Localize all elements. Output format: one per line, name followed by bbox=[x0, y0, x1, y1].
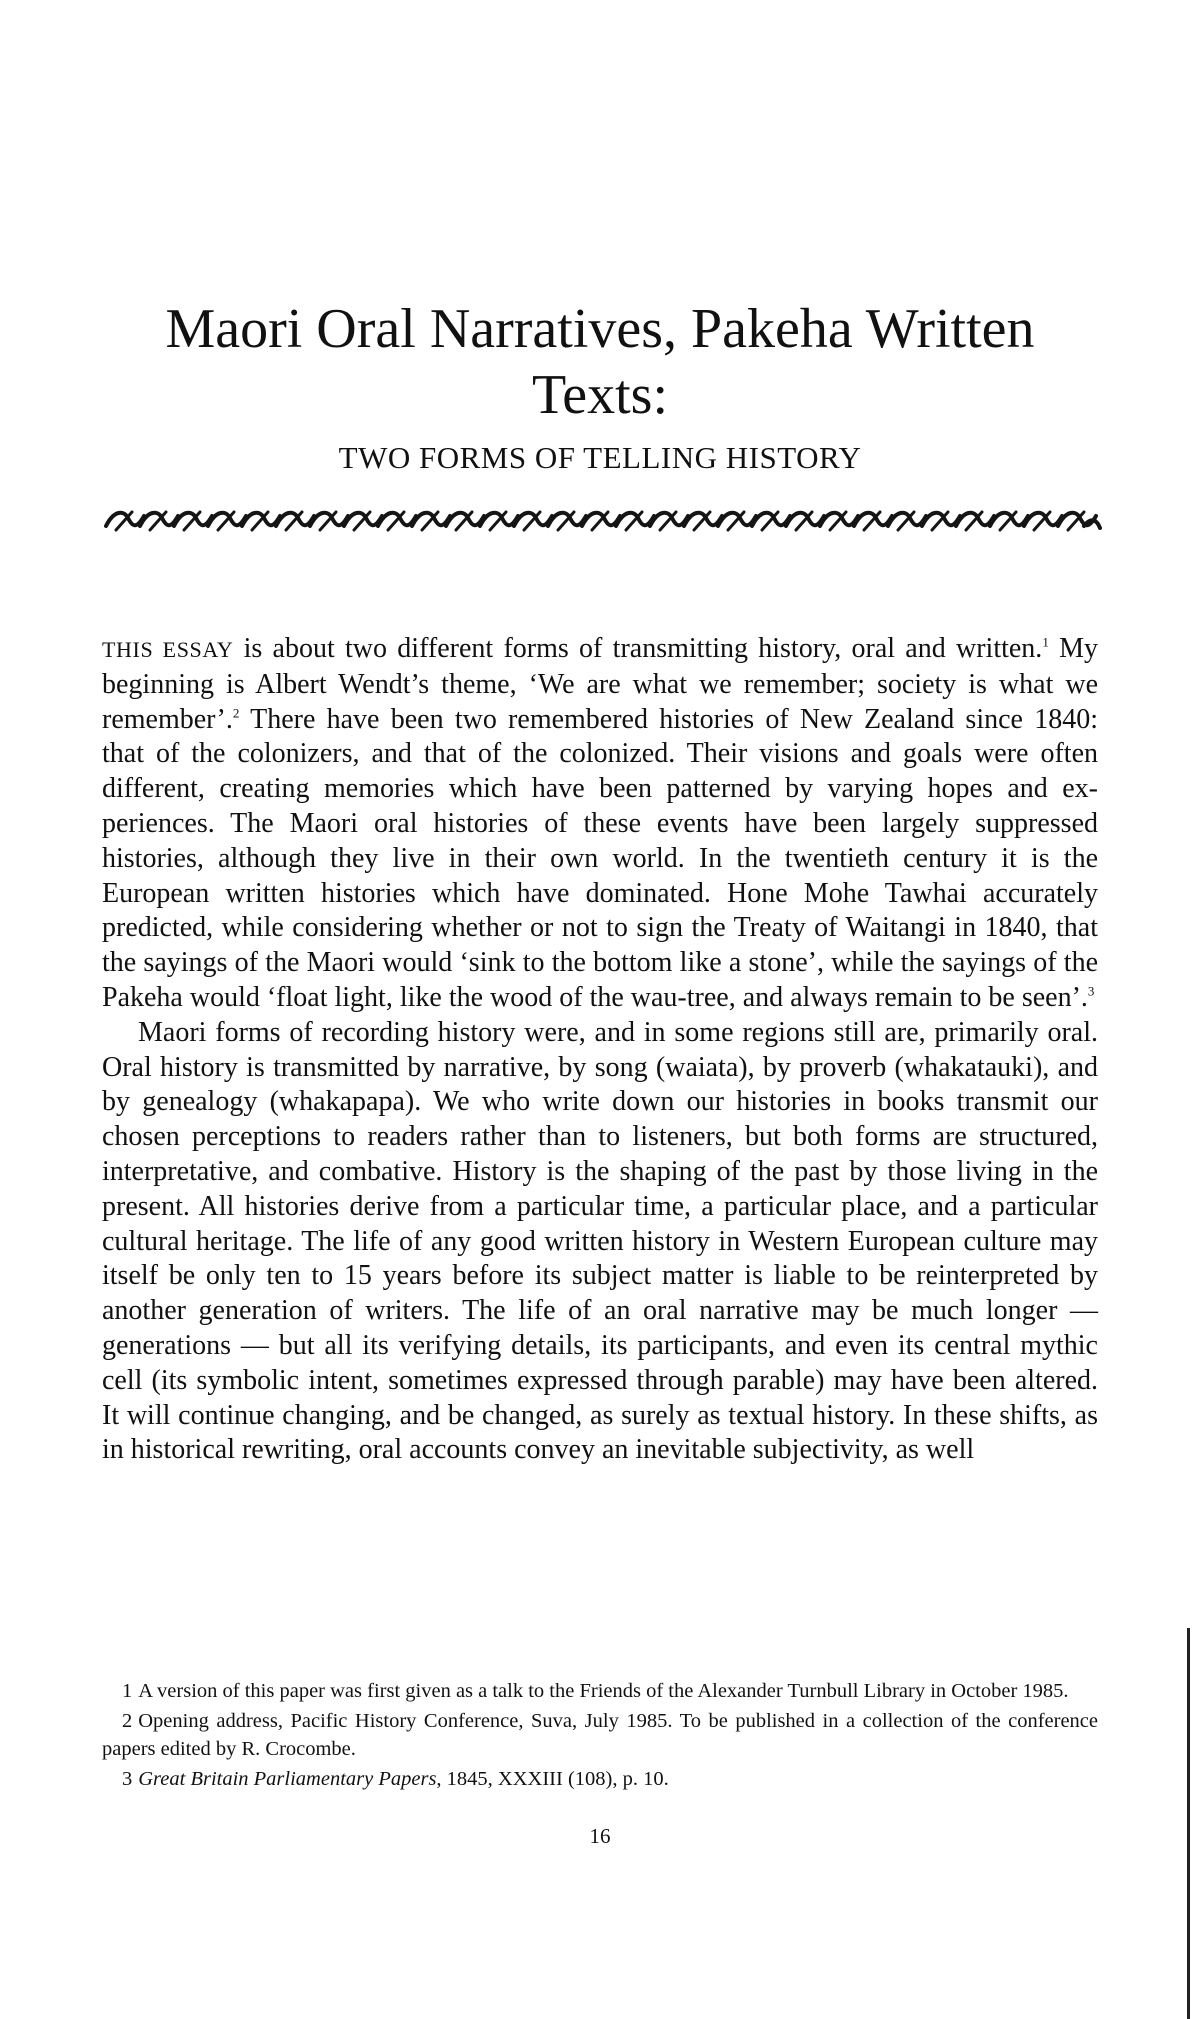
paragraph-2: Maori forms of recording history were, and in some regions still are, primarily oral. Oral history is transmitted by narrative, by song (waiata), by proverb (whakatauki), and by genealogy (whakapapa). We who write down our histories in books transmit our chosen perceptions to readers rather than to listeners, but both forms are structured, interpretative, and combative. History is the shaping of the past by those living in the present. All histories derive from a particular time, a particular place, and a particular cultural heritage. The life of any good written history in Western European culture may itself be only ten to 15 years before its subject matter is liable to be reinterpreted by another generation of writers. The life of an oral narrative may be much longer — generations — but all its verifying details, its participants, and even its central mythic cell (its symbolic intent, sometimes expressed through parable) may have been altered. It will continue changing, and be changed, as surely as textual history. In these shifts, as in historical rewriting, oral accounts convey an inevitable subjectivity, as well bbox=[102, 1016, 1098, 1466]
twisted-rope-divider-icon bbox=[102, 508, 1102, 534]
footnote-3: 3 Great Britain Parliamentary Papers, 1845, XXXIII (108), p. 10. bbox=[122, 1767, 669, 1790]
footnote-ref: 3 bbox=[1087, 983, 1095, 999]
article-subtitle: TWO FORMS OF TELLING HISTORY bbox=[338, 440, 862, 475]
footnotes bbox=[102, 1677, 1098, 1794]
footnote-2: 2 Opening address, Pacific History Conference, Suva, July 1985. To be published in a collection of the conference papers edited by R. Crocombe. bbox=[102, 1709, 1098, 1760]
footnote-1: 1 A version of this paper was first given as a talk to the Friends of the Alexander Turnbull Library in October 1985. bbox=[122, 1680, 1069, 1702]
body-text bbox=[102, 632, 1098, 1468]
lead-in: THIS ESSAY bbox=[102, 637, 234, 662]
paragraph-1: THIS ESSAY is about two different forms of transmitting history, oral and written.$^1$ My beginning is Albert Wendt’s theme, ‘We are what we remember; society is what we remember’.$^2$ There have been two remembered histories of New Zealand since 1840: that of the colonizers, and that of the colonized. Their visions and goals were often different, creating memories which have been patterned by varying hopes and experiences. The Maori oral histories of these events have been largely suppressed histories, although they live in their own world. In the twentieth century it is the European written histories which have dominated. Hone Mohe Tawhai accurately predicted, while considering whether or not to sign the Treaty of Waitangi in 1840, that the sayings of the Maori would ‘sink to the bottom like a stone’, while the sayings of the Pakeha would ‘float light, like the wood of the wau-tree, and always remain to be seen’.$^3$ bbox=[102, 633, 1098, 1013]
scan-edge-line bbox=[1187, 1628, 1190, 2019]
article-title: Maori Oral Narratives, Pakeha Written Texts: bbox=[165, 298, 1035, 426]
page-number: 16 bbox=[589, 1824, 611, 1848]
footnote-ref: 2 bbox=[232, 705, 240, 721]
footnote-ref: 1 bbox=[1042, 634, 1049, 650]
